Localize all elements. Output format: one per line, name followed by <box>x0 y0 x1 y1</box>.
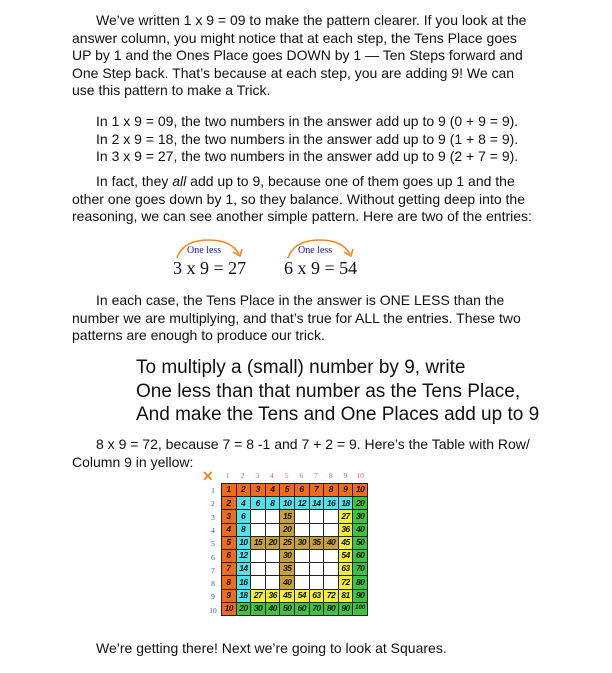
table-cell: 14 <box>309 497 324 510</box>
text-line: Column 9 in yellow: <box>72 453 194 470</box>
table-cell <box>265 549 280 562</box>
table-cell: 36 <box>265 589 280 602</box>
table-cell: 72 <box>324 589 339 602</box>
table-cell: 45 <box>280 589 295 602</box>
table-cell: 63 <box>309 589 324 602</box>
equation: 6 x 9 = 54 <box>284 258 358 278</box>
table-cell <box>294 549 309 562</box>
table-row <box>222 549 368 562</box>
column-header: 10 <box>356 471 364 480</box>
table-cell: 10 <box>222 602 237 615</box>
table-cell: 15 <box>251 536 266 549</box>
table-cell <box>309 549 324 562</box>
row-header: 9 <box>211 592 215 602</box>
table-row <box>222 576 368 589</box>
table-cell: 9 <box>222 589 237 602</box>
table-cell: 60 <box>353 549 368 562</box>
row-header: 6 <box>211 552 215 562</box>
table-cell: 12 <box>294 497 309 510</box>
table-cell: 40 <box>280 576 295 589</box>
rule-line: To multiply a (small) number by 9, write <box>136 357 466 378</box>
text-line: We’ve written 1 x 9 = 09 to make the pattern clearer. If you look at the <box>96 12 527 28</box>
table-cell: 16 <box>236 576 251 589</box>
table-cell: 18 <box>236 589 251 602</box>
table-cell: 10 <box>280 497 295 510</box>
multiply-icon: ✕ <box>202 468 214 484</box>
table-cell: 40 <box>324 536 339 549</box>
paragraph-pattern-intro <box>72 12 542 100</box>
text-line: other one goes down by 1, so they balance. Without getting deep into the <box>72 190 525 207</box>
table-cell: 60 <box>294 602 309 615</box>
table-row <box>222 510 368 523</box>
table-row <box>222 484 368 497</box>
table-cell: 3 <box>222 510 237 523</box>
column-header: 2 <box>240 471 245 480</box>
column-header: 9 <box>343 471 348 480</box>
row-header: 7 <box>211 565 215 575</box>
table-cell <box>265 510 280 523</box>
table-cell <box>265 576 280 589</box>
table-cell <box>324 563 339 576</box>
emphasis-all: all <box>172 173 187 189</box>
table-cell <box>309 563 324 576</box>
table-cell <box>265 523 280 536</box>
table-cell: 20 <box>236 602 251 615</box>
column-header: 4 <box>270 471 274 480</box>
text-line: number we are multiplying, and that’s true for ALL the entries. These two <box>72 309 521 326</box>
table-cell: 63 <box>338 563 353 576</box>
table-row <box>222 497 368 510</box>
table-cell: 40 <box>353 523 368 536</box>
table-row <box>222 523 368 536</box>
table-cell: 16 <box>324 497 339 510</box>
table-cell: 80 <box>324 602 339 615</box>
text-line: In 2 x 9 = 18, the two numbers in the answer add up to 9 (1 + 8 = 9). <box>96 130 519 147</box>
table-cell: 100 <box>353 602 368 615</box>
table-cell <box>324 523 339 536</box>
table-cell: 4 <box>265 484 280 497</box>
column-header: 8 <box>328 471 333 480</box>
table-cell <box>309 510 324 523</box>
column-header: 1 <box>225 471 230 480</box>
table-cell: 27 <box>251 589 266 602</box>
table-row <box>222 602 368 615</box>
text-run: In fact, they <box>96 173 173 189</box>
table-cell <box>294 523 309 536</box>
table-cell <box>324 576 339 589</box>
table-cell: 8 <box>236 523 251 536</box>
table-cell: 6 <box>294 484 309 497</box>
table-cell: 35 <box>280 563 295 576</box>
table-row <box>222 536 368 549</box>
table-cell: 7 <box>222 563 237 576</box>
table-cell: 40 <box>265 602 280 615</box>
table-cell: 10 <box>353 484 368 497</box>
table-cell: 80 <box>353 576 368 589</box>
table-cell: 30 <box>280 549 295 562</box>
text-line: One Step back. That’s because at each step, you are adding 9! We can <box>72 64 515 81</box>
trick-rule <box>136 356 539 427</box>
row-header: 8 <box>211 579 215 589</box>
column-header: 3 <box>255 471 260 480</box>
text-line: answer column, you might notice that at each step, the Tens Place goes <box>72 29 517 46</box>
table-cell <box>324 510 339 523</box>
table-cell: 30 <box>251 602 266 615</box>
column-header: 6 <box>299 471 304 480</box>
text-line: In 1 x 9 = 09, the two numbers in the answer add up to 9 (0 + 9 = 9). <box>96 113 519 129</box>
table-cell: 4 <box>236 497 251 510</box>
paragraph-one-less <box>72 292 542 345</box>
paragraph-closing <box>96 640 566 658</box>
table-cell: 70 <box>353 563 368 576</box>
row-header: 1 <box>211 486 215 495</box>
table-row <box>222 563 368 576</box>
table-cell <box>251 523 266 536</box>
table-cell: 4 <box>222 523 237 536</box>
table-cell: 8 <box>265 497 280 510</box>
table-cell: 1 <box>222 484 237 497</box>
column-header: 5 <box>284 471 289 480</box>
equation: 3 x 9 = 27 <box>173 258 247 278</box>
table-cell <box>294 576 309 589</box>
times-table-figure <box>202 470 368 620</box>
rule-line: And make the Tens and One Places add up to 9 <box>136 404 540 425</box>
table-cell: 7 <box>309 484 324 497</box>
table-cell: 30 <box>353 510 368 523</box>
table-cell: 72 <box>338 576 353 589</box>
paragraph-table-intro <box>72 436 542 471</box>
table-cell <box>294 563 309 576</box>
table-cell: 3 <box>251 484 266 497</box>
text-line: 8 x 9 = 72, because 7 = 8 -1 and 7 + 2 = 9. Here’s the Table with Row/ <box>96 436 530 452</box>
text-line: We’re getting there! Next we’re going to look at Squares. <box>96 640 447 656</box>
times-table-grid <box>221 483 368 616</box>
row-header: 10 <box>209 605 217 615</box>
table-cell <box>251 563 266 576</box>
text-line: reasoning, we can see another simple pattern. Here are two of the entries: <box>72 208 532 224</box>
table-cell: 35 <box>309 536 324 549</box>
table-cell: 30 <box>294 536 309 549</box>
table-cell: 54 <box>338 549 353 562</box>
table-cell: 9 <box>338 484 353 497</box>
table-cell: 27 <box>338 510 353 523</box>
table-cell: 45 <box>338 536 353 549</box>
table-cell: 12 <box>236 549 251 562</box>
table-cell: 2 <box>222 497 237 510</box>
table-cell <box>251 576 266 589</box>
table-cell: 54 <box>294 589 309 602</box>
table-cell: 14 <box>236 563 251 576</box>
row-header: 2 <box>211 499 215 509</box>
one-less-label: One less <box>298 245 333 256</box>
table-cell: 5 <box>280 484 295 497</box>
table-cell: 8 <box>222 576 237 589</box>
text-line: use this pattern to make a Trick. <box>72 82 271 98</box>
text-run: add up to 9, because one of them goes up 1 and the <box>186 173 515 189</box>
table-cell <box>251 549 266 562</box>
table-cell <box>265 563 280 576</box>
table-cell: 6 <box>222 549 237 562</box>
table-cell: 8 <box>324 484 339 497</box>
table-cell: 25 <box>280 536 295 549</box>
paragraph-digit-sums <box>96 113 566 166</box>
rule-line: One less than that number as the Tens Place, <box>136 380 521 402</box>
column-header: 7 <box>314 471 318 480</box>
table-cell: 50 <box>353 536 368 549</box>
table-cell: 81 <box>338 589 353 602</box>
table-cell: 2 <box>236 484 251 497</box>
one-less-label: One less <box>187 245 222 256</box>
table-cell: 18 <box>338 497 353 510</box>
table-cell: 6 <box>236 510 251 523</box>
text-line: UP by 1 and the Ones Place goes DOWN by 1 — Ten Steps forward and <box>72 47 523 63</box>
table-cell: 90 <box>338 602 353 615</box>
table-cell <box>309 576 324 589</box>
text-line <box>72 173 542 191</box>
table-cell: 90 <box>353 589 368 602</box>
table-cell: 70 <box>309 602 324 615</box>
table-cell: 6 <box>251 497 266 510</box>
paragraph-balance <box>72 173 542 226</box>
text-line: In each case, the Tens Place in the answer is ONE LESS than the <box>96 292 505 308</box>
text-line: patterns are enough to produce our trick. <box>72 327 325 343</box>
table-cell <box>324 549 339 562</box>
table-cell: 20 <box>353 497 368 510</box>
table-cell <box>309 523 324 536</box>
table-cell <box>251 510 266 523</box>
table-cell: 20 <box>265 536 280 549</box>
row-header: 4 <box>211 525 215 535</box>
table-cell: 50 <box>280 602 295 615</box>
row-header: 3 <box>211 512 215 522</box>
table-cell: 15 <box>280 510 295 523</box>
table-row <box>222 589 368 602</box>
table-cell: 36 <box>338 523 353 536</box>
table-cell <box>294 510 309 523</box>
row-header: 5 <box>211 539 215 549</box>
table-cell: 5 <box>222 536 237 549</box>
table-cell: 10 <box>236 536 251 549</box>
table-cell: 20 <box>280 523 295 536</box>
text-line: In 3 x 9 = 27, the two numbers in the answer add up to 9 (2 + 7 = 9). <box>96 148 519 164</box>
